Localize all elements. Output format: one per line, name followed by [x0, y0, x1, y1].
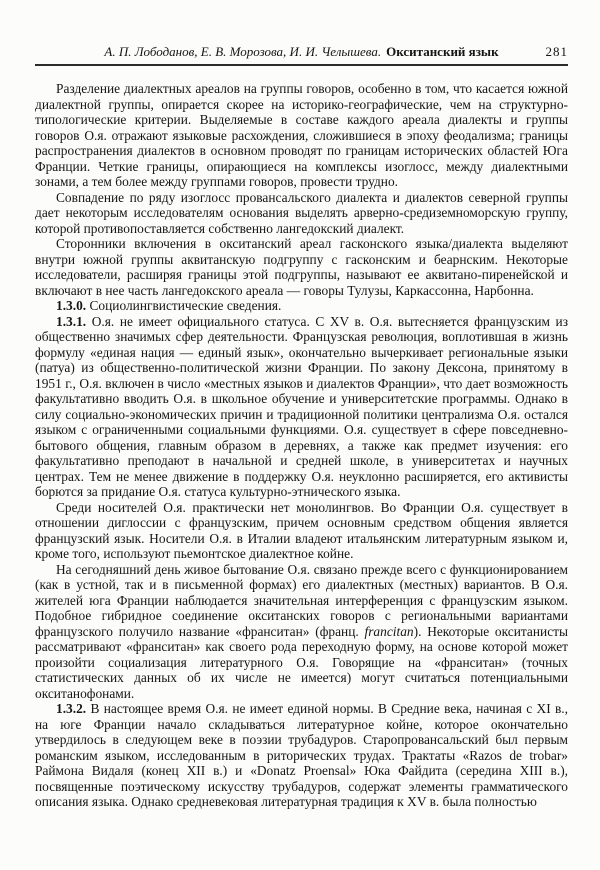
section-1-3-1-text: О.я. не имеет официального статуса. С XV в. О.я. вытесняется французским из общественно значимых сфер деятельности. Французская революция, воплотившая в жизнь формулу «единая нация — единый язык», окончательно вычеркивает региональные языки (патуа) из общественно-политической жизни Франции. По закону Дексона, принятому в 1951 г., О.я. включен в число «местных языков и диалектов Франции», что дает возможность факультативно вводить О.я. в школьное обучение и университетские программы. Однако в силу социально-экономических причин и традиционной политики централизма О.я. остался языком с ограниченными социальными функциями. О.я. существует в сфере повседневно-бытового общения, главным образом в деревнях, а также как предмет изучения: его факультативно преподают в начальной и средней школе, в университетах и научных центрах. Тем не менее движение в поддержку О.я. неуклонно расширяется, его активисты борются за придание О.я. статуса культурно-этнического языка. [35, 313, 568, 499]
francitan-text-before: На сегодняшний день живое бытование О.я. связано прежде всего с функционированием (как в устной, так и в письменной формах) его диалектных (местных) вариантов. В О.я. жителей юга Франции наблюдается значительная интерференция с французским языком. Подобное гибридное соединение окситанских говоров с региональными вариантами французского получило название «франситан» (франц. [35, 561, 568, 639]
francitan-text-after: ). Некоторые окситанисты рассматривают «франситан» как своего рода переходную форму, на основе которой может произойти социализация литературного О.я. Говорящие на «франситан» (точных статистических данных об их числе не имеется) могут считаться потенциальными окситанофонами. [35, 623, 568, 701]
paragraph-section-1-3-2 [35, 701, 568, 810]
section-number-1-3-2: 1.3.2. [56, 701, 87, 716]
paragraph-isogloss-coincidence: Совпадение по ряду изоглосс провансальского диалекта и диалектов северной группы дает некоторым исследователям основания выделять арверно-средиземноморскую группу, которой противопоставляется собственно лангедокский диалект. [35, 189, 568, 236]
paragraph-dialect-areas: Разделение диалектных ареалов на группы говоров, особенно в том, что касается южной диалектной группы, опирается скорее на историко-географические, чем на структурно-типологические критерии. Выделяемые в составе каждого ареала диалекты и группы говоров О.я. отражают языковые расхождения, сложившиеся в эпоху феодализма; границы распространения диалектов в основном проводят по границам исторических областей Юга Франции. Четкие границы, опирающиеся на комплексы изоглосс, между диалектными зонами, а тем более между группами говоров, провести трудно. [35, 81, 568, 189]
header-book-title: Окситанский язык [386, 44, 499, 59]
page-body [35, 81, 568, 810]
header-rule [35, 64, 568, 66]
section-number-1-3-1: 1.3.1. [56, 313, 87, 329]
header-authors: А. П. Лободанов, Е. В. Морозова, И. И. Челышева. [104, 44, 382, 59]
paragraph-francitan [35, 562, 568, 702]
paragraph-monolinguals: Среди носителей О.я. практически нет монолингвов. Во Франции О.я. существует в отношении диглоссии с французским, причем основным средством общения является французский язык. Носители О.я. в Италии владеют итальянским литературным языком и, кроме того, используют пьемонтское диалектное койне. [35, 499, 568, 561]
running-header [35, 44, 568, 60]
page-number: 281 [545, 44, 568, 59]
section-1-3-0-text: Социолингвистические сведения. [86, 298, 282, 313]
francitan-term-italic: francitan [364, 623, 414, 639]
section-1-3-2-text: В настоящее время О.я. не имеет единой нормы. В Средние века, начиная с XI в., на юге Франции начало складываться литературное койне, которое окончательно утвердилось в следующем веке в поэзии трубадуров. Старопровансальский был первым романским языком, исследованным в риторических трудах. Трактаты «Razos de trobar» Раймона Видаля (конец XII в.) и «Donatz Proensal» Юка Файдита (середина XIII в.), посвященные поэтическому искусству трубадуров, содержат элементы грамматического описания языка. Однако средневековая литературная традиция к XV в. была полностью [35, 701, 568, 809]
section-number-1-3-0: 1.3.0. [56, 298, 87, 313]
paragraph-section-1-3-1 [35, 314, 568, 500]
paragraph-gascon-inclusion: Сторонники включения в окситанский ареал гасконского языка/диалекта выделяют внутри южной группы аквитанскую подгруппу с гасконским и беарнским. Некоторые исследователи, расширяя границы этой подгруппы, называют ее аквитано-пиренейской и включают в нее часть лангедокского ареала — говоры Тулузы, Каркассонна, Нарбонна. [35, 236, 568, 298]
paragraph-section-1-3-0 [35, 298, 568, 314]
